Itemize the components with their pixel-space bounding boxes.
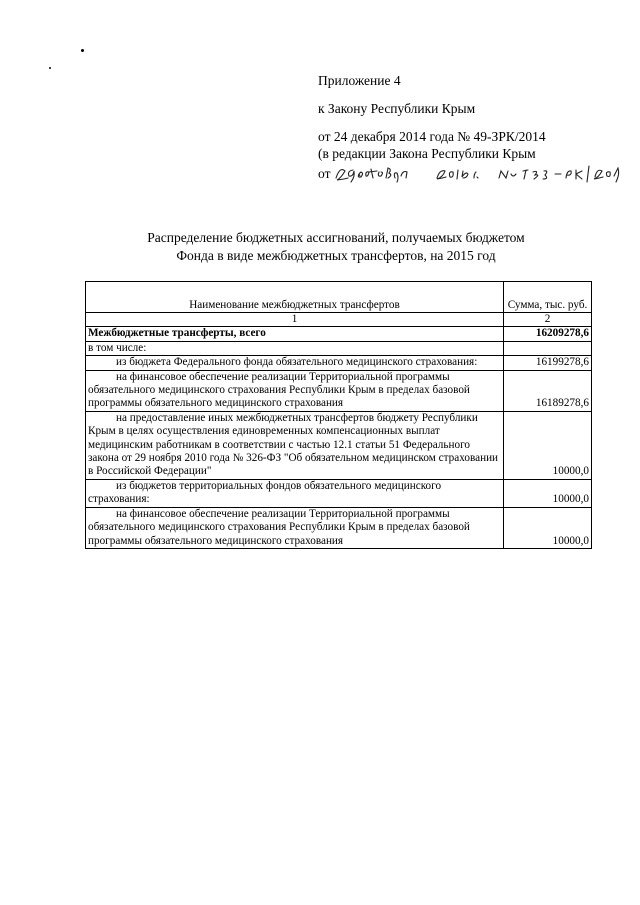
- column-header-name: Наименование межбюджетных трансфертов: [86, 282, 504, 313]
- table-header-row: [86, 282, 592, 313]
- scan-speck: [49, 67, 51, 69]
- row-name: на финансовое обеспечение реализации Территориальной программы обязательного медицинского страхования Республики Крым в пределах базовой программы обязательного медицинского страхования: [88, 507, 470, 547]
- table-row-federal-fund: [86, 356, 592, 370]
- row-name: на предоставление иных межбюджетных трансфертов бюджету Республики Крым в целях осуществления единовременных компенсационных выплат медицинским работникам в соответствии с частью 12.1 статьи 51 Федерального закона от 29 ноября 2010 года № 326-ФЗ "Об обязательном медицинском страховании в Российской Федерации": [88, 411, 499, 478]
- row-name: в том числе:: [86, 341, 504, 355]
- edition-from-label: от: [318, 165, 331, 181]
- row-name: на финансовое обеспечение реализации Территориальной программы обязательного медицинского страхования Республики Крым в пределах базовой программы обязательного медицинского страхования: [88, 370, 470, 410]
- row-name: Межбюджетные трансферты, всего: [86, 327, 504, 341]
- edition-date-line: [318, 162, 636, 184]
- table-row-compensation-payments: [86, 411, 592, 479]
- table-row-territorial-program: [86, 370, 592, 411]
- appendix-header: [318, 72, 636, 184]
- column-number-row: [86, 313, 592, 327]
- row-name: из бюджетов территориальных фондов обязательного медицинского страхования:: [88, 479, 442, 506]
- table-row-including: [86, 341, 592, 355]
- row-amount: 16189278,6: [504, 370, 592, 411]
- title-line-2: Фонда в виде межбюджетных трансфертов, на 2015 год: [176, 248, 496, 263]
- row-amount: 16199278,6: [504, 356, 592, 370]
- row-name: из бюджета Федерального фонда обязательного медицинского страхования:: [116, 356, 478, 369]
- column-header-amount: Сумма, тыс. руб.: [504, 282, 592, 313]
- row-amount: [504, 341, 592, 355]
- table-row-territorial-funds: [86, 479, 592, 507]
- table-row-total: [86, 327, 592, 341]
- row-amount: 10000,0: [504, 411, 592, 479]
- table-row-territorial-program-2: [86, 507, 592, 548]
- law-reference: к Закону Республики Крым: [318, 101, 476, 116]
- row-amount: 10000,0: [504, 507, 592, 548]
- column-number-1: 1: [86, 313, 504, 327]
- scan-speck: [81, 49, 84, 52]
- column-number-2: 2: [504, 313, 592, 327]
- row-amount: 10000,0: [504, 479, 592, 507]
- appendix-number: Приложение 4: [318, 73, 401, 88]
- handwritten-amendment-date: [333, 162, 623, 184]
- law-date: от 24 декабря 2014 года № 49-ЗРК/2014: [318, 129, 546, 144]
- document-title: [86, 229, 586, 265]
- title-line-1: Распределение бюджетных ассигнований, получаемых бюджетом: [147, 230, 525, 245]
- row-amount: 16209278,6: [504, 327, 592, 341]
- transfers-table: [85, 281, 592, 549]
- edition-note: (в редакции Закона Республики Крым: [318, 146, 536, 161]
